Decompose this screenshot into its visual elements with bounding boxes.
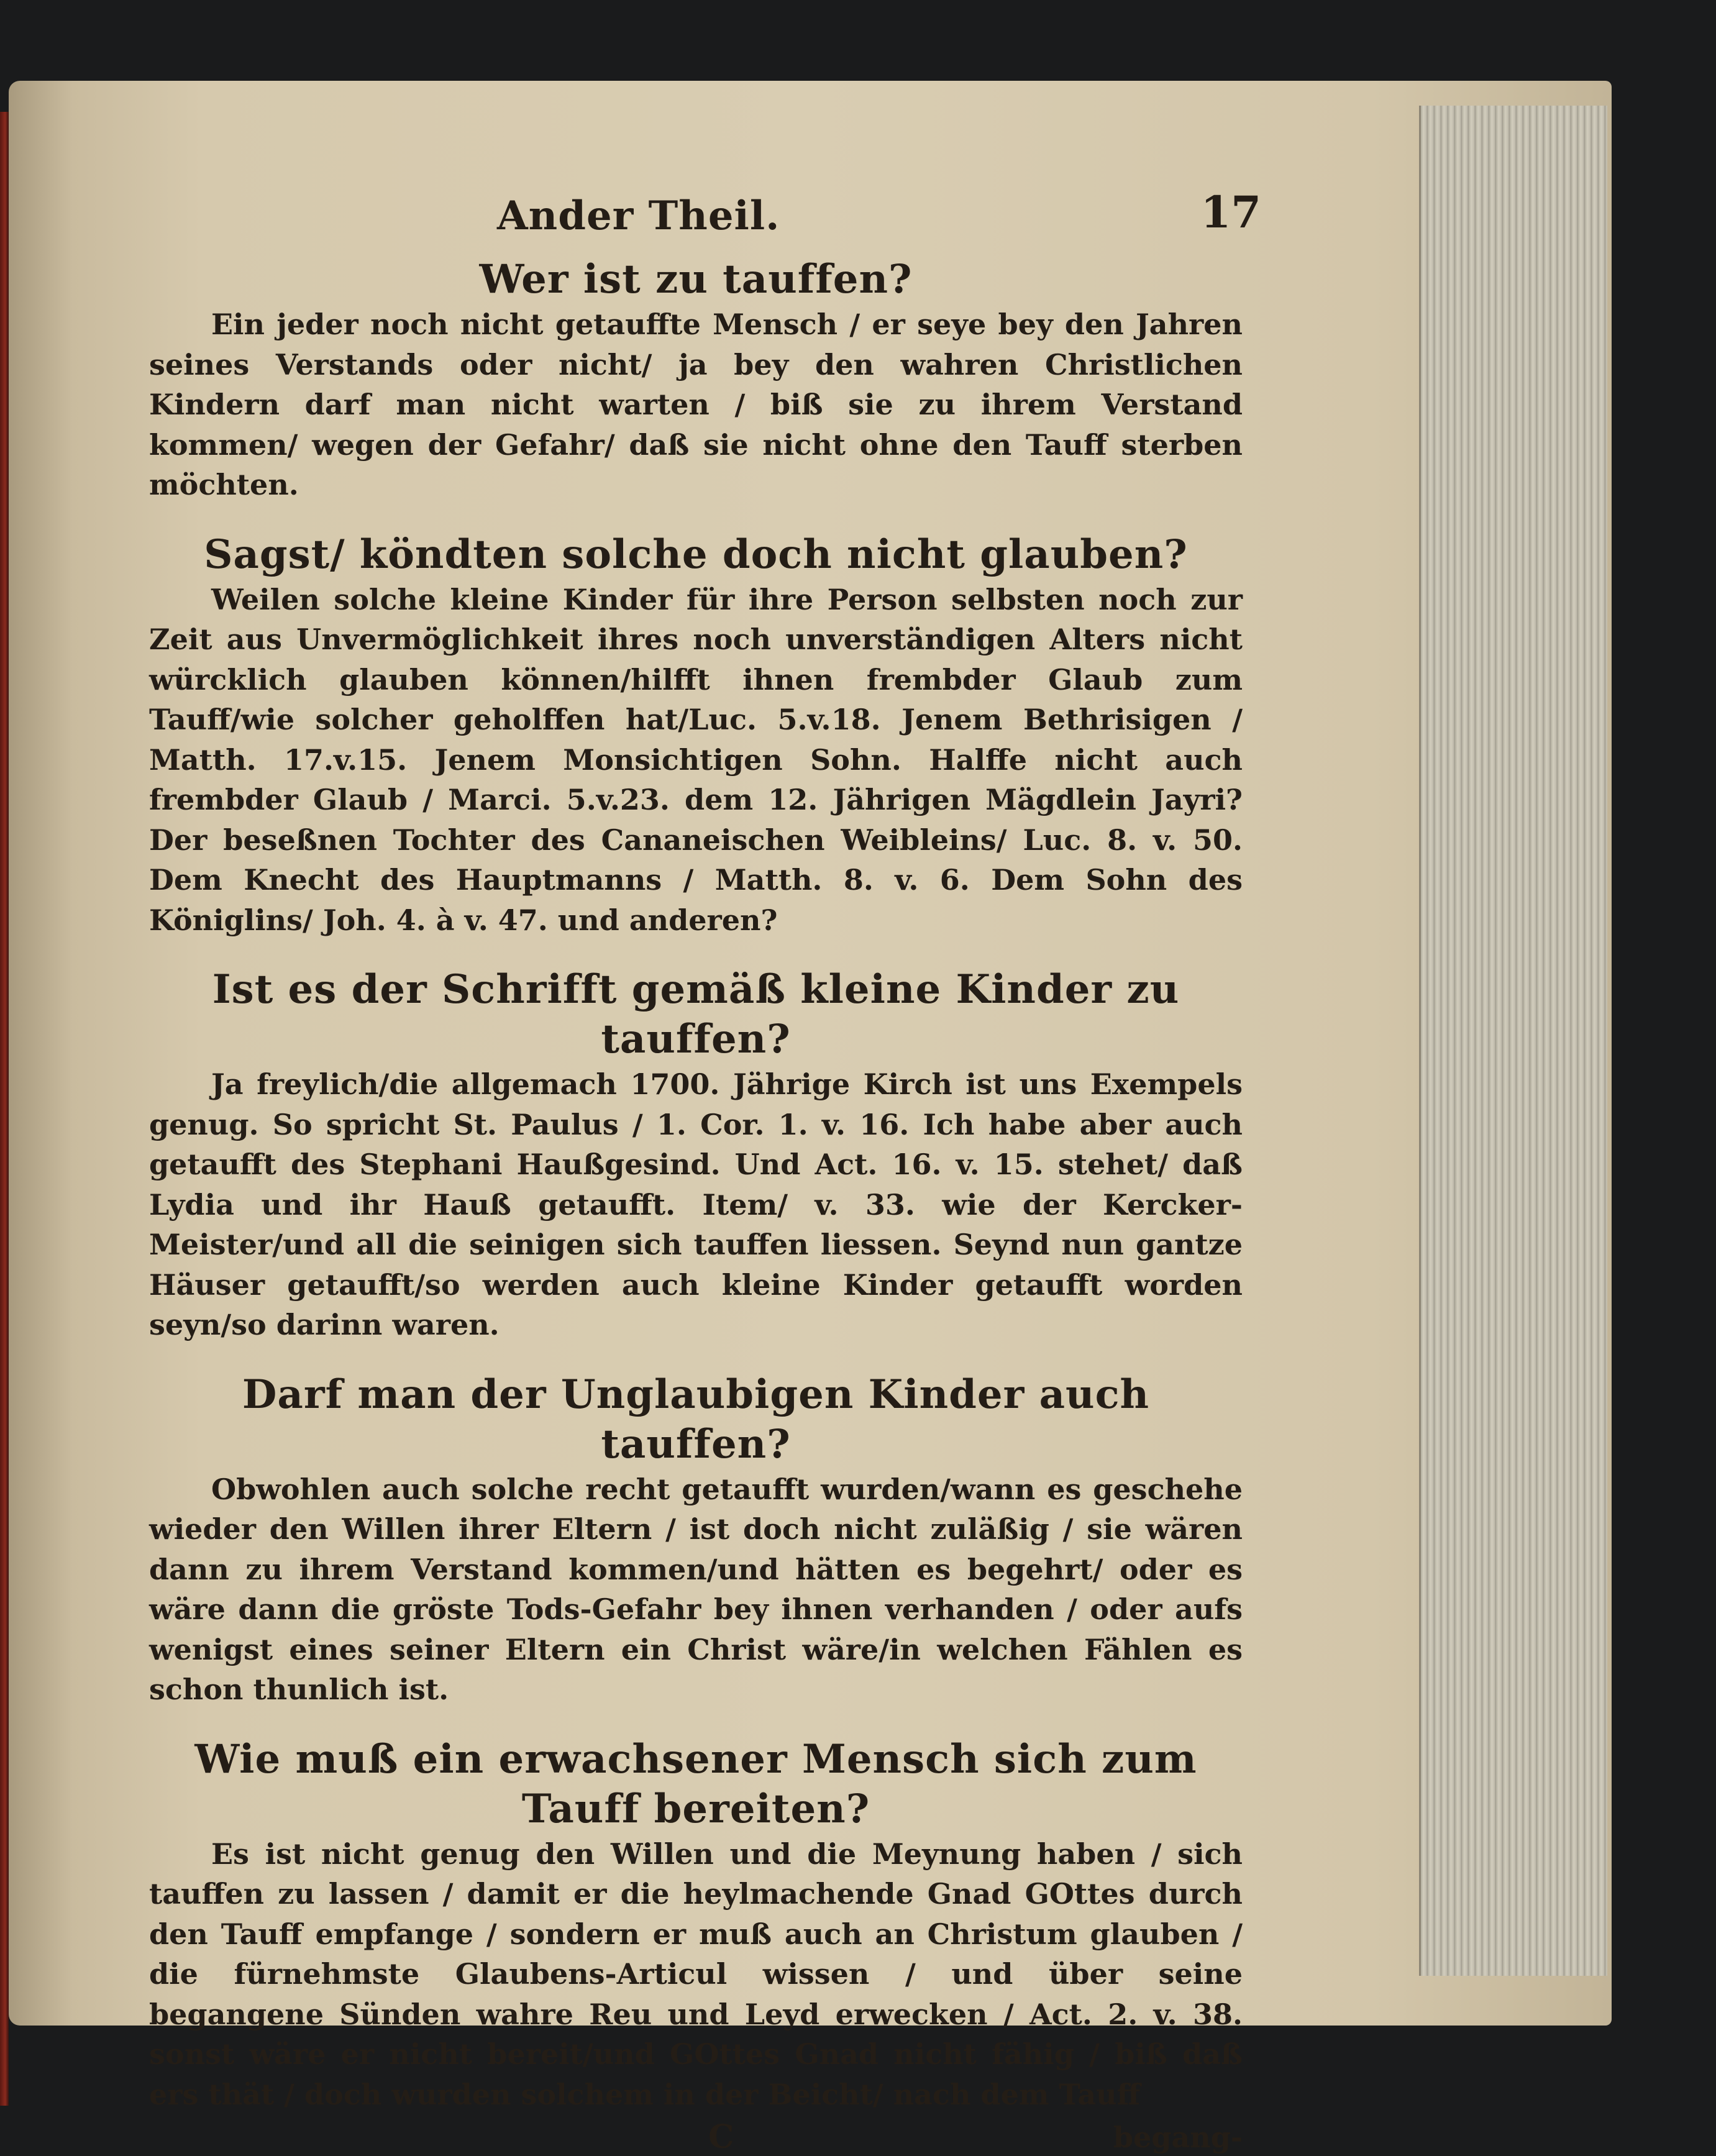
section-answer-4: Obwohlen auch solche recht getaufft wurden/wann es geschehe wieder den Willen ihrer Eltern / ist doch nicht zuläßig / sie wären dann zu ihrem Verstand kommen/und hätten es begehrt/ oder es wäre dann die gröste Tods-Gefahr bey ihnen verhanden / oder aufs wenigst eines seiner Eltern ein Christ wäre/in welchen Fählen es schon thunlich ist. — [149, 1472, 1243, 1706]
section-question-3: Ist es der Schrifft gemäß kleine Kinder zu tauffen? — [212, 966, 1180, 1062]
section-question-5: Wie muß ein erwachsener Mensch sich zum Tauff bereiten? — [194, 1735, 1197, 1832]
book-cover-edge — [0, 112, 9, 2106]
signature-mark: C — [708, 2118, 734, 2156]
section-answer-3: Ja freylich/die allgemach 1700. Jährige Kirch ist uns Exempels genug. So spricht St. Paulus / 1. Cor. 1. v. 16. Ich habe aber auch getaufft des Stephani Haußgesind. Und Act. 16. v. 15. stehet/ daß Lydia und ihr Hauß getaufft. Item/ v. 33. wie der Kercker-Meister/und all die seinigen sich tauffen liessen. Seynd nun gantze Häuser getaufft/so werden auch kleine Kinder getaufft worden seyn/so darinn waren. — [149, 1067, 1243, 1341]
section-answer-5: Es ist nicht genug den Willen und die Meynung haben / sich tauffen zu lassen / damit er die heylmachende Gnad GOttes durch den Tauff empfange / sondern er muß auch an Christum glauben / die fürnehmste Glaubens-Articul wissen / und über seine begangene Sünden wahre Reu und Leyd erwecken / Act. 2. v. 38. sonst wäre er nicht bereit/und GOttes Gnad nicht fähig / biß daß ers thät / doch wurden solchem in der Beicht/ nach dem Tauff — [149, 1837, 1243, 2111]
catchword: begang- — [1113, 2121, 1243, 2154]
section-question-2: Sagst/ köndten solche doch nicht glauben? — [204, 531, 1188, 578]
section-answer-1: Ein jeder noch nicht getauffte Mensch / er seye bey den Jahren seines Verstands oder nicht/ ja bey den wahren Christlichen Kindern darf man nicht warten / biß sie zu ihrem Verstand kommen/ wegen der Gefahr/ daß sie nicht ohne den Tauff sterben möchten. — [149, 308, 1243, 501]
page-number: 17 — [1200, 186, 1261, 238]
section-question-1: Wer ist zu tauffen? — [479, 256, 913, 303]
running-head-title: Ander Theil. — [497, 193, 780, 239]
page-stack-edges — [1419, 106, 1607, 1976]
page-text-block — [149, 186, 1261, 2156]
section-answer-2: Weilen solche kleine Kinder für ihre Person selbsten noch zur Zeit aus Unvermöglichkeit ihres noch unverständigen Alters nicht würcklich glauben können/hilfft ihnen frembder Glaub zum Tauff/wie solcher geholffen hat/Luc. 5.v.18. Jenem Bethrisigen / Matth. 17.v.15. Jenem Monsichtigen Sohn. Halffe nicht auch frembder Glaub / Marci. 5.v.23. dem 12. Jährigen Mägdlein Jayri? Der beseßnen Tochter des Cananeischen Weibleins/ Luc. 8. v. 50. Dem Knecht des Hauptmanns / Matth. 8. v. 6. Dem Sohn des Königlins/ Joh. 4. à v. 47. und anderen? — [149, 582, 1243, 937]
section-question-4: Darf man der Unglaubigen Kinder auch tauffen? — [242, 1371, 1150, 1468]
page-footer — [149, 2118, 1243, 2155]
running-head — [149, 186, 1261, 255]
